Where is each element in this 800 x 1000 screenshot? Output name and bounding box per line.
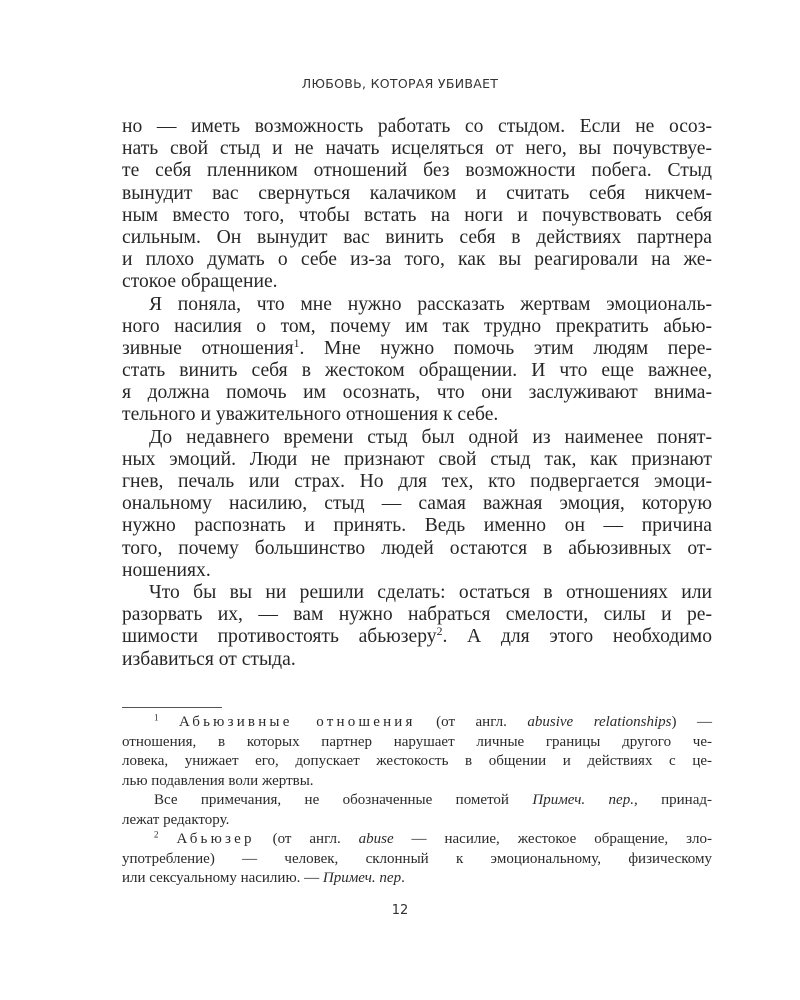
text-line xyxy=(122,404,712,426)
text-segment: ного насилия о том, почему им так трудно прекратить абью- xyxy=(122,315,712,337)
text-line xyxy=(122,382,712,404)
text-line xyxy=(122,604,712,626)
text-segment: Абьюзивные отношения xyxy=(179,714,416,730)
text-segment: или сексуальному насилию. — xyxy=(122,870,323,886)
text-line xyxy=(122,205,712,227)
text-line xyxy=(122,227,712,249)
text-line xyxy=(122,772,712,792)
text-segment: ным вместо того, чтобы встать на ноги и почувствовать себя xyxy=(122,204,712,226)
text-line xyxy=(122,733,712,753)
text-segment: нужно распознать и принять. Ведь именно он — причина xyxy=(122,515,712,537)
text-line xyxy=(122,471,712,493)
text-segment: я должна помочь им осознать, что они заслуживают внима- xyxy=(122,382,712,404)
text-line xyxy=(122,183,712,205)
text-segment: . А для этого необходимо xyxy=(442,626,712,648)
text-segment xyxy=(159,831,177,847)
text-line xyxy=(122,138,712,160)
text-segment: вынудит вас свернуться калачиком и считать себя никчем- xyxy=(122,182,712,204)
text-segment: . xyxy=(401,870,405,886)
text-line xyxy=(122,830,712,850)
text-line xyxy=(122,560,712,582)
text-line xyxy=(122,791,712,811)
text-line xyxy=(122,538,712,560)
text-line xyxy=(122,316,712,338)
text-segment: — насилие, жестокое обращение, зло- xyxy=(393,831,712,847)
text-segment: зивные отношения xyxy=(122,337,294,359)
text-line xyxy=(122,850,712,870)
text-segment: нать свой стыд и не начать исцеляться от него, вы почувствуе- xyxy=(122,138,712,160)
text-line xyxy=(122,582,712,604)
text-line xyxy=(122,649,712,671)
text-line xyxy=(122,493,712,515)
text-line xyxy=(122,752,712,772)
text-line xyxy=(122,626,712,648)
text-segment: abuse xyxy=(358,831,394,847)
text-line xyxy=(122,249,712,271)
body-text xyxy=(122,116,712,671)
footnote-divider xyxy=(122,707,222,708)
text-segment: . Мне нужно помочь этим людям пере- xyxy=(299,337,712,359)
text-segment: лью подавления воли жертвы. xyxy=(122,772,314,789)
text-line xyxy=(122,271,712,293)
page-number: 12 xyxy=(391,903,409,918)
text-line xyxy=(122,869,712,889)
text-line xyxy=(122,294,712,316)
paragraph xyxy=(122,582,712,671)
text-segment: сильным. Он вынудит вас винить себя в действиях партнера xyxy=(122,226,712,248)
text-segment: Абьюзер xyxy=(176,831,255,847)
text-segment: (от англ. xyxy=(254,831,359,847)
text-segment: ловека, унижает его, допускает жестокость в общении и действиях с це- xyxy=(122,753,712,769)
text-segment: те себя пленником отношений без возможности побега. Стыд xyxy=(122,160,712,182)
text-segment: разорвать их, — вам нужно набраться смелости, силы и ре- xyxy=(122,604,712,626)
footnote-marker: 1 xyxy=(154,712,159,723)
text-line xyxy=(122,160,712,182)
text-segment: Что бы вы ни решили сделать: остаться в отношениях или xyxy=(149,581,712,603)
footnote xyxy=(122,713,712,791)
text-segment: употребление) — человек, склонный к эмоциональному, физическому xyxy=(122,850,712,867)
paragraph xyxy=(122,294,712,427)
text-segment xyxy=(159,714,180,730)
footnotes xyxy=(122,713,712,889)
text-segment: Все примечания, не обозначенные пометой xyxy=(154,792,533,808)
text-segment: избавиться от стыда. xyxy=(122,648,296,670)
text-segment: тельного и уважительного отношения к себе. xyxy=(122,404,499,426)
footnote-marker: 1 xyxy=(293,336,300,350)
paragraph xyxy=(122,116,712,294)
text-segment: гнев, печаль или страх. Но для тех, кто подвергается эмоци- xyxy=(122,471,712,492)
text-segment: отношения, в которых партнер нарушает личные границы другого че- xyxy=(122,733,712,750)
text-segment: (от англ. xyxy=(415,714,528,730)
text-segment: Примеч. пер. xyxy=(532,792,634,808)
text-segment: ональному насилию, стыд — самая важная эмоция, которую xyxy=(122,493,712,515)
text-segment: abusive relationships xyxy=(527,714,672,730)
text-line xyxy=(122,713,712,733)
text-segment: , принад- xyxy=(633,792,712,808)
footnote xyxy=(122,830,712,889)
text-segment: ных эмоций. Люди не признают свой стыд так, как признают xyxy=(122,448,712,470)
text-segment: но — иметь возможность работать со стыдом. Если не осоз- xyxy=(122,116,712,137)
text-segment: и плохо думать о себе из-за того, как вы реагировали на же- xyxy=(122,249,712,271)
paragraph xyxy=(122,427,712,582)
footnote xyxy=(122,791,712,830)
footnote-marker: 2 xyxy=(154,829,159,840)
text-line xyxy=(122,811,712,831)
text-segment: Примеч. пер xyxy=(322,870,402,886)
text-segment: До недавнего времени стыд был одной из наименее понят- xyxy=(149,426,712,448)
text-line xyxy=(122,449,712,471)
text-segment: стать винить себя в жестоком обращении. И что еще важнее, xyxy=(122,360,712,382)
text-line xyxy=(122,360,712,382)
text-segment: шимости противостоять абьюзеру xyxy=(122,626,437,648)
text-line xyxy=(122,427,712,449)
running-header: ЛЮБОВЬ, КОТОРАЯ УБИВАЕТ xyxy=(301,76,499,91)
text-segment: лежат редактору. xyxy=(122,811,230,828)
footnote-marker: 2 xyxy=(436,625,443,639)
text-segment: ) — xyxy=(671,714,712,730)
text-segment: того, почему большинство людей остаются в абьюзивных от- xyxy=(122,537,712,559)
text-line xyxy=(122,116,712,138)
text-line xyxy=(122,338,712,360)
text-segment: ношениях. xyxy=(122,559,211,581)
text-line xyxy=(122,515,712,537)
text-segment: стокое обращение. xyxy=(122,271,278,293)
text-segment: Я поняла, что мне нужно рассказать жертвам эмоциональ- xyxy=(149,293,712,315)
